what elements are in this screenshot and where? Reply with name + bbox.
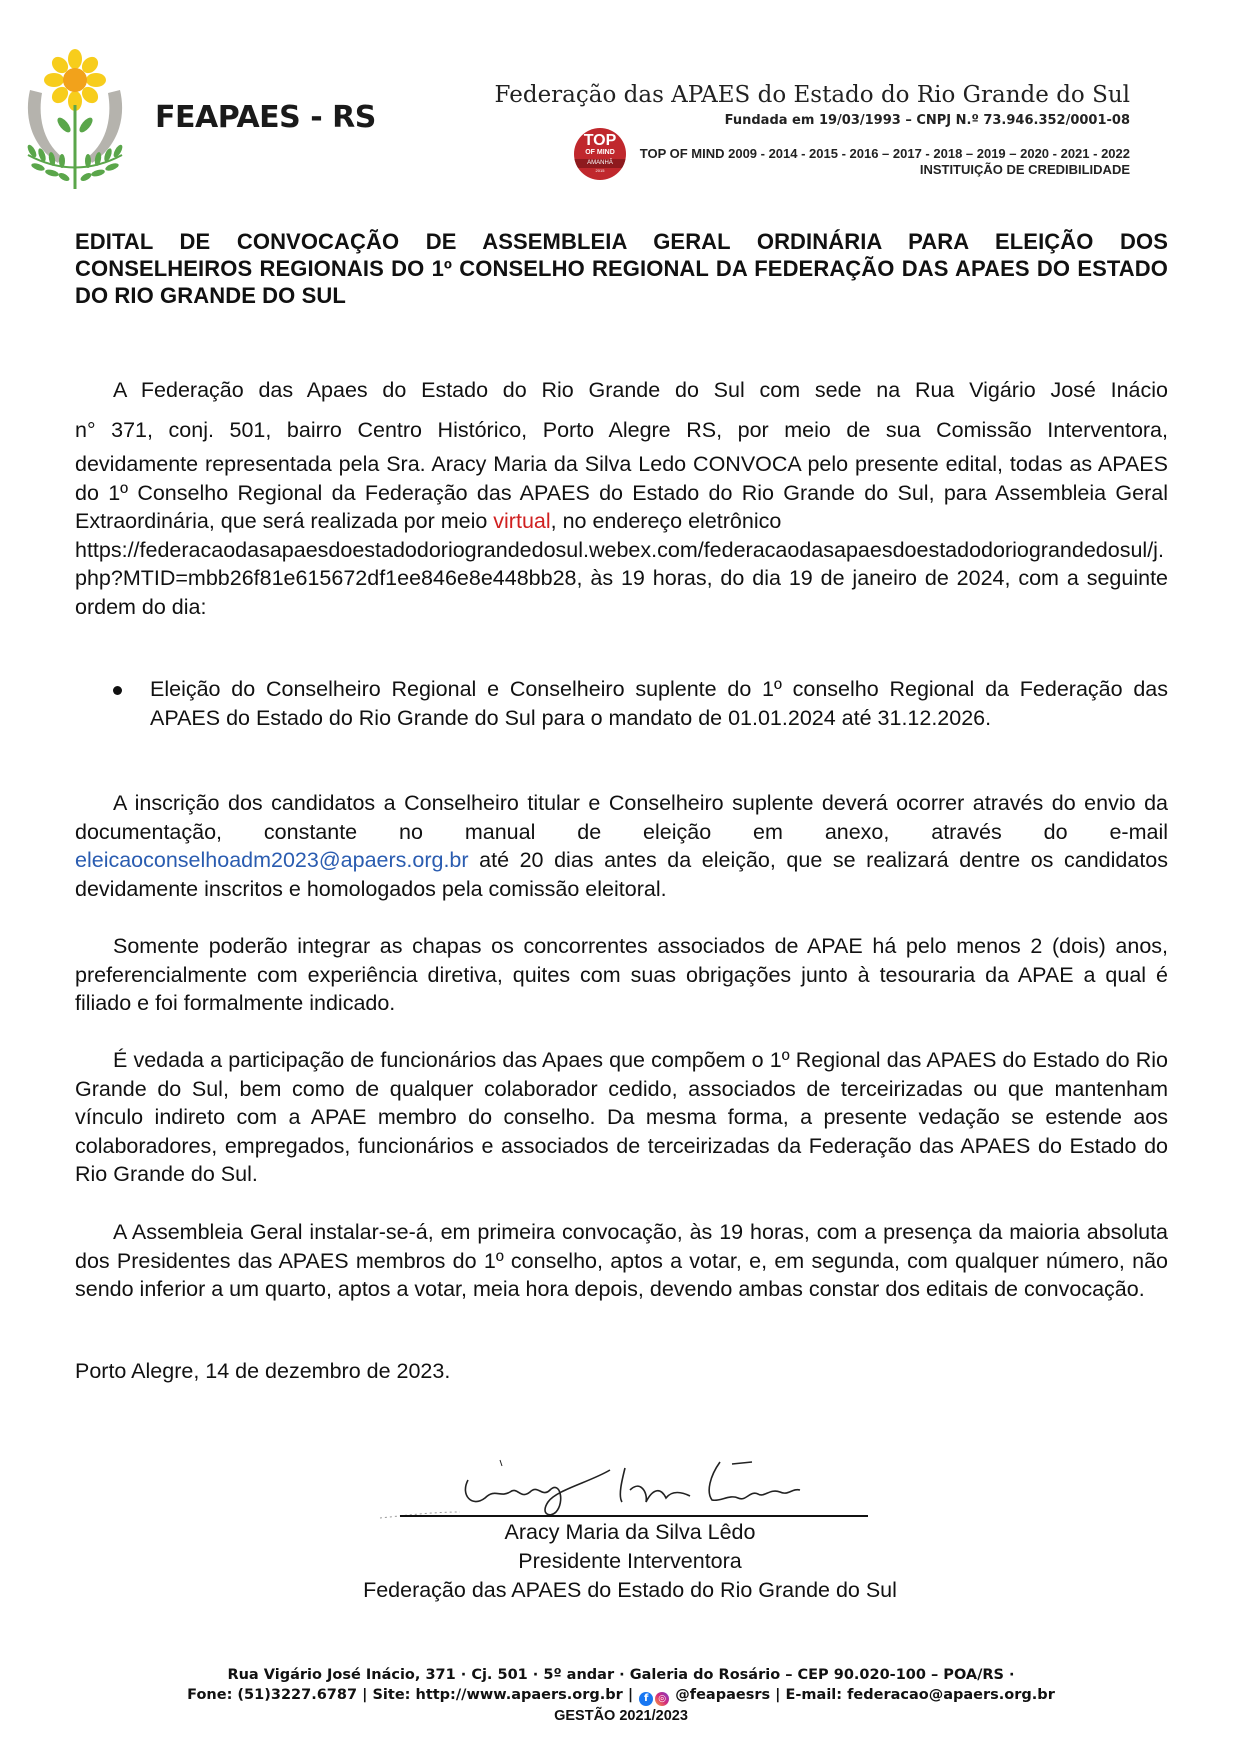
badge-line2: OF MIND	[585, 149, 615, 156]
webex-meeting-link[interactable]: https://federacaodasapaesdoestadodoriograndedosul.webex.com/federacaodasapaesdoestadodoriograndedosul/j.php?MTID=mbb26f81e615672df1ee846e8e448bb28	[75, 537, 1164, 590]
top-of-mind-badge-icon	[574, 128, 626, 180]
p1-text: devidamente representada pela Sra. Aracy Maria da Silva Ledo CONVOCA pelo presente edital, todas as APAES do 1º Conselho Regional da Federação das APAES do Estado do Rio Grande do Sul, para Assembleia Geral Extraordinária, que será realizada por meio	[75, 452, 1168, 533]
letterhead	[0, 0, 1242, 200]
signatory-role: Presidente Interventora	[518, 1549, 742, 1573]
footer-email: | E-mail: federacao@apaers.org.br	[770, 1687, 1055, 1703]
agenda-item	[75, 675, 1168, 732]
signature-line	[400, 1515, 868, 1517]
instagram-icon[interactable]: ◎	[655, 1692, 669, 1706]
p1-text-after-url: , às 19 horas, do dia 19 de janeiro de 2024, com a seguinte ordem do dia:	[75, 566, 1168, 619]
virtual-word: virtual	[493, 509, 551, 533]
logo-wordmark: FEAPAES - RS	[155, 100, 376, 135]
footer-address: Rua Vigário José Inácio, 371 · Cj. 501 · 5º andar · Galeria do Rosário – CEP 90.020-100 – POA/RS ·	[227, 1667, 1015, 1683]
p1-text-after-virtual: , no endereço eletrônico	[550, 509, 782, 533]
top-of-mind-years: TOP OF MIND 2009 - 2014 - 2015 - 2016 – 2017 - 2018 – 2019 – 2020 - 2021 - 2022	[639, 146, 1130, 161]
p2-text: A inscrição dos candidatos a Conselheiro titular e Conselheiro suplente deverá ocorrer através do envio da documentação, constante no manual de eleição em anexo, através do e-mail	[75, 791, 1168, 844]
paragraph-eligibility: Somente poderão integrar as chapas os concorrentes associados de APAE há pelo menos 2 (dois) anos, preferencialmente com experiência diretiva, quites com suas obrigações junto à tesouraria da APAE a qual é filiado e foi formalmente indicado.	[75, 934, 1168, 1015]
org-founded-cnpj: Fundada em 19/03/1993 – CNPJ N.º 73.946.352/0001-08	[724, 113, 1130, 128]
signatory-name: Aracy Maria da Silva Lêdo	[504, 1520, 756, 1544]
handwritten-signature-icon	[360, 1440, 920, 1520]
document-title: EDITAL DE CONVOCAÇÃO DE ASSEMBLEIA GERAL ORDINÁRIA PARA ELEIÇÃO DOS CONSELHEIROS REGIONAIS DO 1º CONSELHO REGIONAL DA FEDERAÇÃO DAS APAES DO ESTADO DO RIO GRANDE DO SUL	[75, 229, 1168, 308]
place-date: Porto Alegre, 14 de dezembro de 2023.	[75, 1359, 451, 1383]
credibility-label: INSTITUIÇÃO DE CREDIBILIDADE	[919, 162, 1130, 177]
election-email-link[interactable]: eleicaoconselhoadm2023@apaers.org.br	[75, 848, 469, 872]
badge-line1: TOP	[583, 132, 617, 149]
social-handle: @feapaesrs	[670, 1687, 771, 1703]
p1-line1: A Federação das Apaes do Estado do Rio Grande do Sul com sede na Rua Vigário José Inácio	[113, 378, 1168, 402]
bullet-icon	[113, 686, 122, 695]
footer-phone-site: Fone: (51)3227.6787 | Site: http://www.apaers.org.br |	[187, 1687, 639, 1703]
feapaes-logo-icon	[20, 45, 130, 190]
badge-line3: AMANHÃ	[574, 159, 626, 168]
p1-line2: n° 371, conj. 501, bairro Centro Histórico, Porto Alegre RS, por meio de sua Comissão Interventora,	[75, 418, 1168, 442]
facebook-icon[interactable]: f	[639, 1692, 653, 1706]
paragraph-convocation	[75, 370, 1168, 621]
agenda-item-text: Eleição do Conselheiro Regional e Conselheiro suplente do 1º conselho Regional da Federação das APAES do Estado do Rio Grande do Sul para o mandato de 01.01.2024 até 31.12.2026.	[150, 677, 1168, 730]
signatory-org: Federação das APAES do Estado do Rio Grande do Sul	[363, 1578, 897, 1602]
footer-contact	[0, 1685, 1242, 1706]
footer-management-period: GESTÃO 2021/2023	[554, 1708, 688, 1724]
paragraph-registration	[75, 789, 1168, 903]
p2-text-after-email: até 20 dias antes da eleição, que se realizará dentre os candidatos devidamente inscritos e homologados pela comissão eleitoral.	[75, 848, 1168, 901]
letterhead-footer	[0, 1665, 1242, 1726]
paragraph-quorum: A Assembleia Geral instalar-se-á, em primeira convocação, às 19 horas, com a presença da maioria absoluta dos Presidentes das APAES membros do 1º conselho, aptos a votar, e, em segunda, com qualquer número, não sendo inferior a um quarto, aptos a votar, meia hora depois, devendo ambas constar dos editais de convocação.	[75, 1220, 1168, 1301]
paragraph-restrictions: É vedada a participação de funcionários das Apaes que compõem o 1º Regional das APAES do Estado do Rio Grande do Sul, bem como de qualquer colaborador cedido, associados de terceirizadas ou que mantenham vínculo indireto com a APAE membro do conselho. Da mesma forma, a presente vedação se estende aos colaboradores, empregados, funcionários e associados de terceirizadas da Federação das APAES do Estado do Rio Grande do Sul.	[75, 1048, 1168, 1186]
agenda-list	[75, 675, 1168, 732]
badge-line4: 2015	[595, 168, 605, 173]
org-name: Federação das APAES do Estado do Rio Grande do Sul	[494, 82, 1130, 108]
signature-block	[300, 1440, 960, 1610]
